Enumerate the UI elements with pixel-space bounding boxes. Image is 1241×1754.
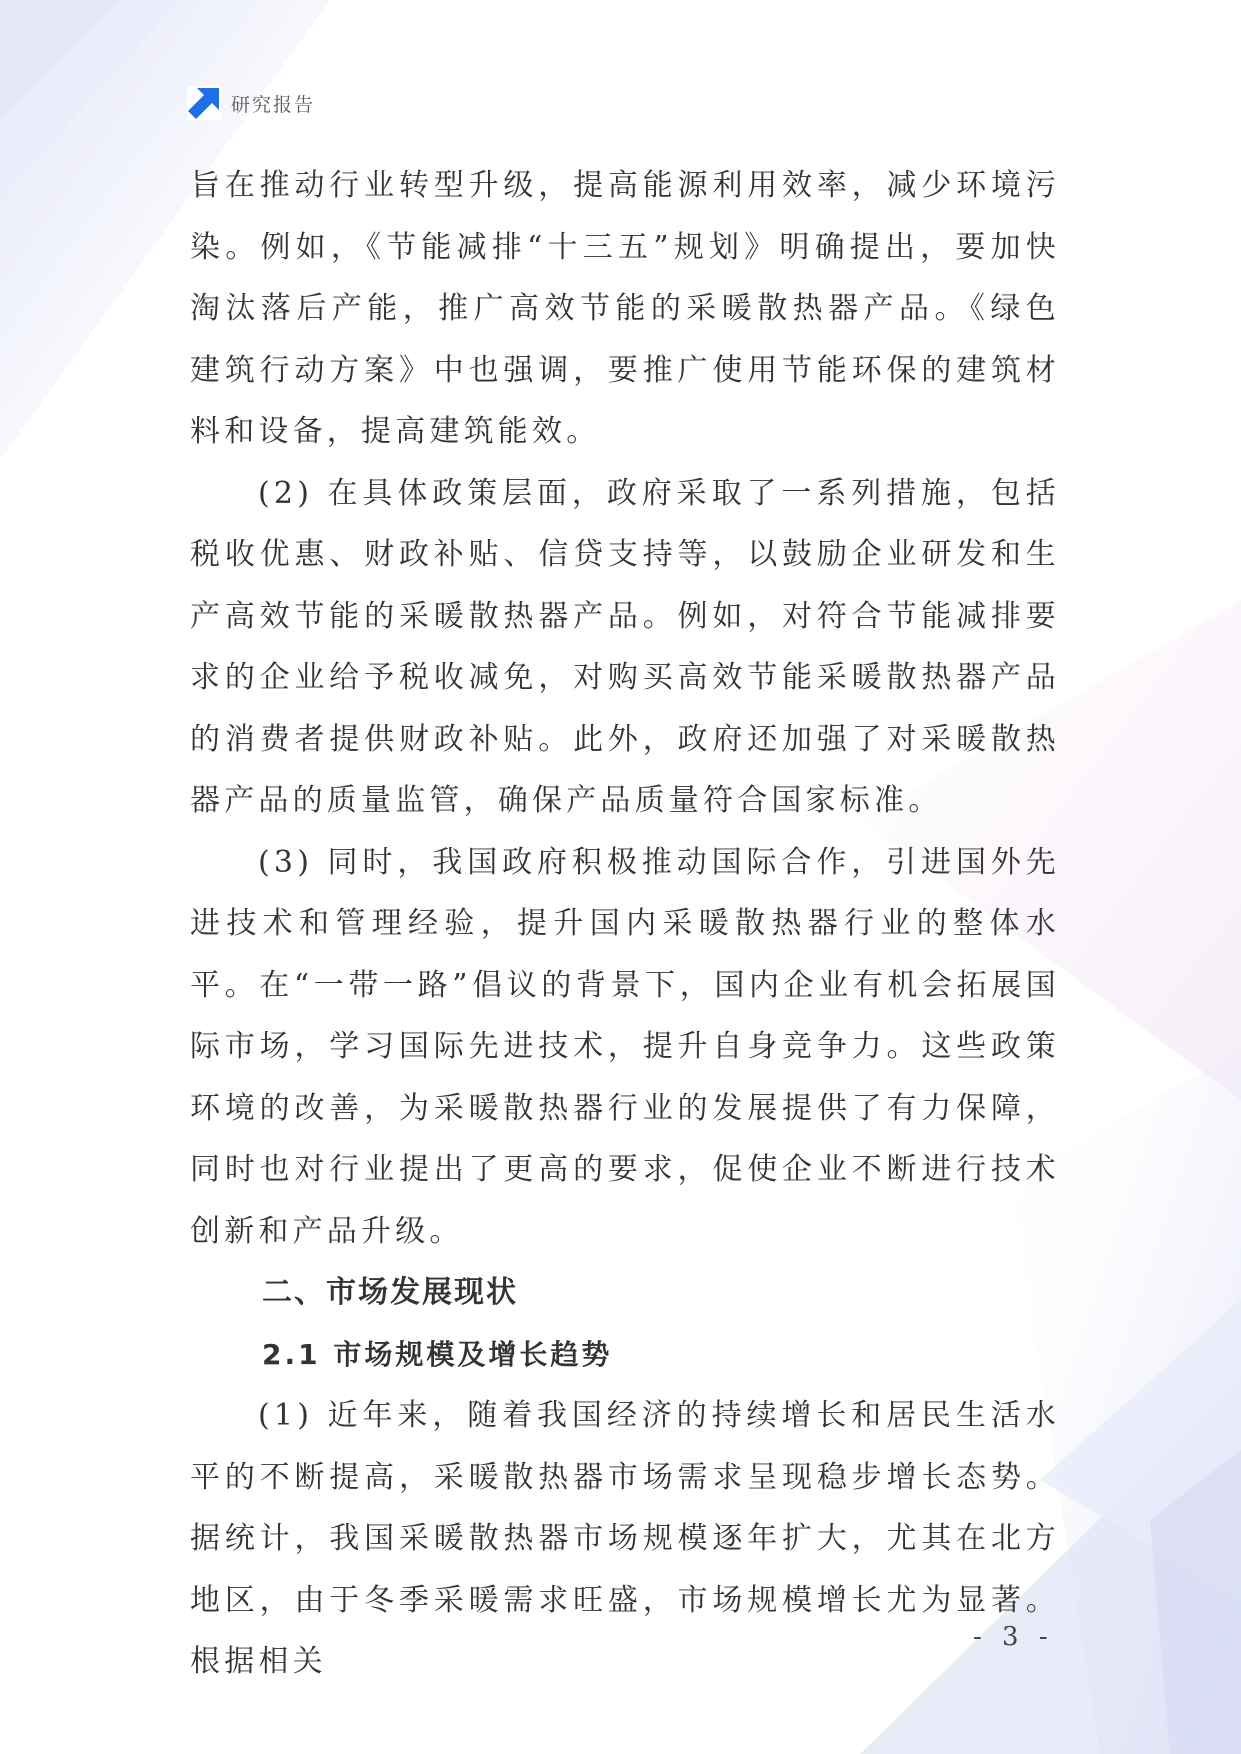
body-paragraph: (1) 近年来，随着我国经济的持续增长和居民生活水平的不断提高，采暖散热器市场需求呈现稳步增长态势。据统计，我国采暖散热器市场规模逐年扩大，尤其在北方地区，由于冬季采暖需求旺盛，市场规模增长尤为显著。根据相关 xyxy=(190,1398,1060,1679)
report-header xyxy=(187,85,315,121)
page-number: - 3 - xyxy=(973,1622,1054,1652)
body-paragraph: (2) 在具体政策层面，政府采取了一系列措施，包括税收优惠、财政补贴、信贷支持等，以鼓励企业研发和生产高效节能的采暖散热器产品。例如，对符合节能减排要求的企业给予税收减免，对购买高效节能采暖散热器产品的消费者提供财政补贴。此外，政府还加强了对采暖散热器产品的质量监管，确保产品质量符合国家标准。 xyxy=(190,475,1060,818)
body-paragraph: 旨在推动行业转型升级，提高能源利用效率，减少环境污染。例如，《节能减排“十三五”规划》明确提出，要加快淘汰落后产能，推广高效节能的采暖散热器产品。《绿色建筑行动方案》中也强调，要推广使用节能环保的建筑材料和设备，提高建筑能效。 xyxy=(190,168,1060,449)
document-body xyxy=(190,155,1060,1693)
body-paragraph: (3) 同时，我国政府积极推动国际合作，引进国外先进技术和管理经验，提升国内采暖散热器行业的整体水平。在“一带一路”倡议的背景下，国内企业有机会拓展国际市场，学习国际先进技术，提升自身竞争力。这些政策环境的改善，为采暖散热器行业的发展提供了有力保障，同时也对行业提出了更高的要求，促使企业不断进行技术创新和产品升级。 xyxy=(190,844,1060,1249)
header-title: 研究报告 xyxy=(231,93,316,116)
arrow-up-right-icon xyxy=(187,86,221,120)
section-heading: 二、市场发展现状 xyxy=(262,1275,518,1310)
subsection-heading: 2.1 市场规模及增长趋势 xyxy=(262,1337,613,1371)
